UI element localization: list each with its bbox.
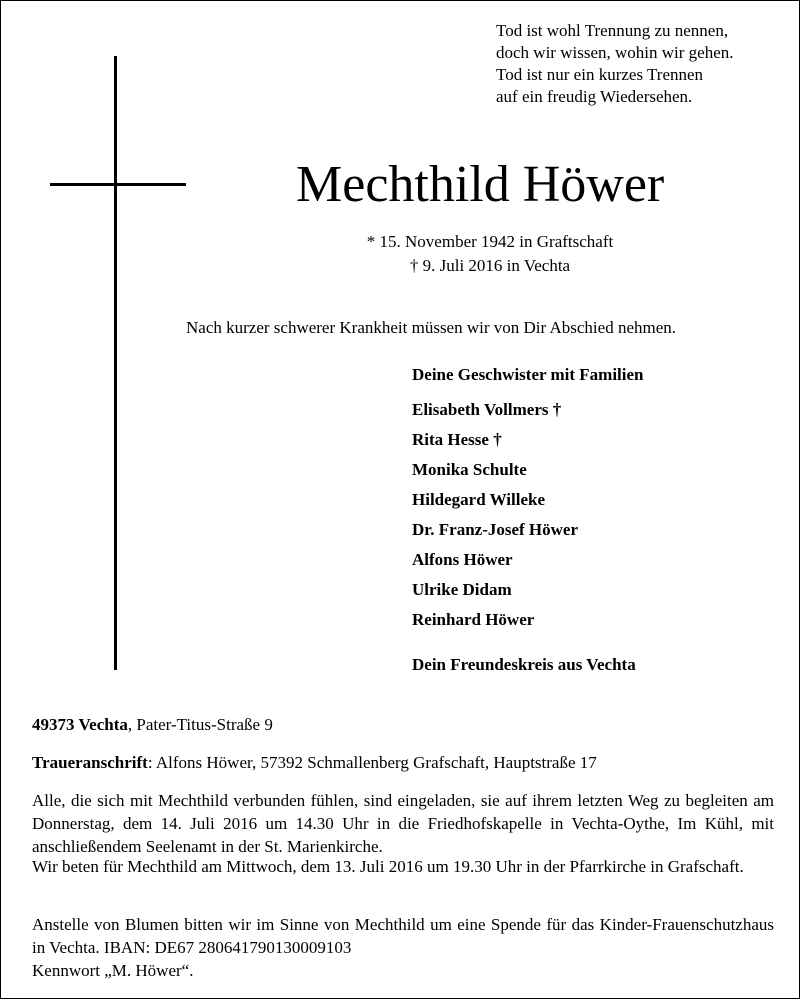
condolence-address xyxy=(32,751,774,774)
mourners-heading: Deine Geschwister mit Familien xyxy=(412,365,644,384)
sibling-name: Monika Schulte xyxy=(412,460,527,479)
poem-line: auf ein freudig Wiedersehen. xyxy=(496,87,693,106)
siblings-list xyxy=(412,398,578,638)
poem-line: Tod ist nur ein kurzes Trennen xyxy=(496,65,704,84)
donation-paragraph xyxy=(32,913,774,982)
prayer-paragraph: Wir beten für Mechthild am Mittwoch, dem 13. Juli 2016 um 19.30 Uhr in der Pfarrkirche in Grafschaft. xyxy=(32,857,744,876)
home-address-street: , Pater-Titus-Straße 9 xyxy=(127,715,273,734)
poem-line: Tod ist wohl Trennung zu nennen, xyxy=(496,21,729,40)
deceased-name: Mechthild Höwer xyxy=(296,156,665,213)
home-address-city: 49373 Vechta xyxy=(32,715,128,734)
life-dates xyxy=(330,230,650,278)
sibling-name: Hildegard Willeke xyxy=(412,490,546,509)
donation-keyword: Kennwort „M. Höwer“. xyxy=(32,961,194,980)
sibling-name: Rita Hesse † xyxy=(412,430,502,449)
sibling-name: Reinhard Höwer xyxy=(412,610,535,629)
home-address xyxy=(32,713,774,736)
cross-icon-bar xyxy=(50,183,186,186)
sibling-name: Elisabeth Vollmers † xyxy=(412,400,562,419)
farewell-text: Nach kurzer schwerer Krankheit müssen wir von Dir Abschied nehmen. xyxy=(186,318,677,337)
sibling-name: Alfons Höwer xyxy=(412,550,513,569)
poem xyxy=(496,20,734,108)
cross-icon xyxy=(114,56,117,670)
death-date: † 9. Juli 2016 in Vechta xyxy=(409,256,571,275)
birth-date: * 15. November 1942 in Graftschaft xyxy=(366,232,614,251)
sibling-name: Ulrike Didam xyxy=(412,580,512,599)
funeral-paragraph: Alle, die sich mit Mechthild verbunden fühlen, sind eingeladen, sie auf ihrem letzten Weg zu begleiten am Donnerstag, dem 14. Juli 2016 um 14.30 Uhr in die Friedhofskapelle in Vechta-Oythe, Im Kühl, mit anschließendem Seelenamt in der St. Marienkirche. xyxy=(32,791,774,856)
condolence-value: : Alfons Höwer, 57392 Schmallenberg Grafschaft, Hauptstraße 17 xyxy=(147,753,597,772)
poem-line: doch wir wissen, wohin wir gehen. xyxy=(496,43,734,62)
donation-text: Anstelle von Blumen bitten wir im Sinne von Mechthild um eine Spende für das Kinder-Frauenschutzhaus in Vechta. IBAN: DE67 280641790130009103 xyxy=(32,915,774,957)
friends-circle: Dein Freundeskreis aus Vechta xyxy=(412,655,636,674)
condolence-label: Traueranschrift xyxy=(32,753,148,772)
sibling-name: Dr. Franz-Josef Höwer xyxy=(412,520,579,539)
